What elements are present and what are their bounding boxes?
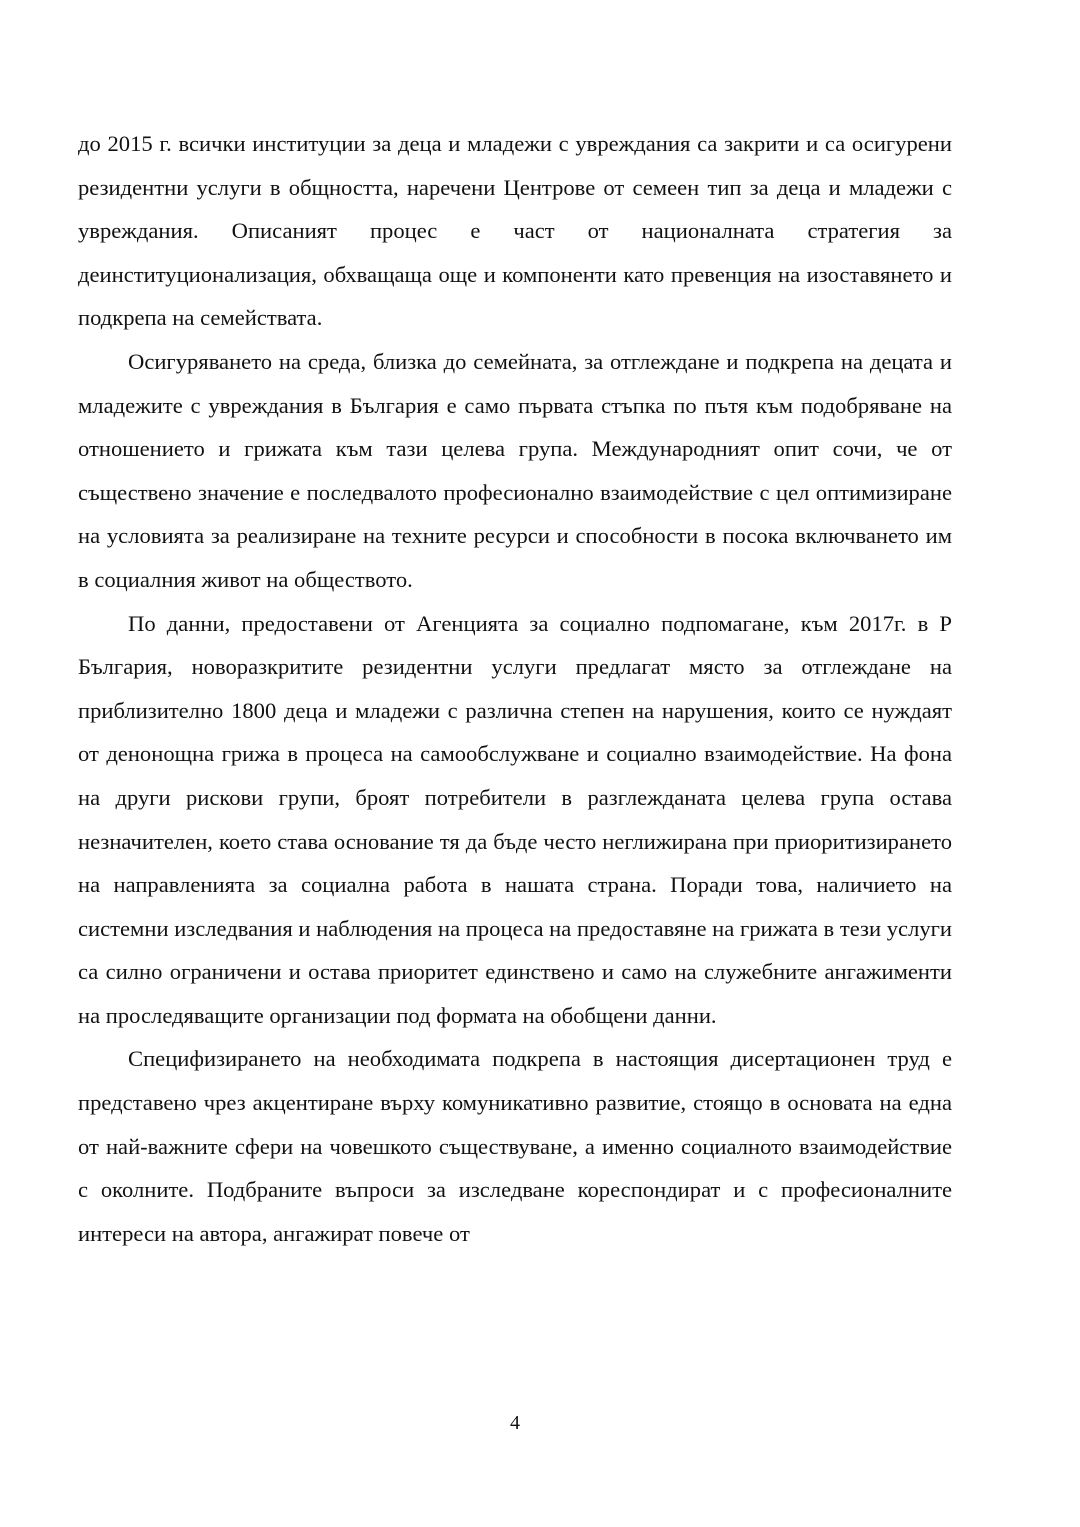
body-text xyxy=(78,122,952,1255)
page-number: 4 xyxy=(510,1412,520,1434)
paragraph-continuation: до 2015 г. всички институции за деца и младежи с увреждания са закрити и са осигурени резидентни услуги в общността, наречени Центрове от семеен тип за деца и младежи с увреждания. Описаният процес е част от националната стратегия за деинституционализация, обхващаща още и компоненти като превенция на изоставянето и подкрепа на семействата. xyxy=(78,131,952,331)
paragraph-dissertation-focus: Специфизирането на необходимата подкрепа в настоящия дисертационен труд е представено чрез акцентиране върху комуникативно развитие, стоящо в основата на една от най-важните сфери на човешкото съществуване, а именно социалното взаимодействие с околните. Подбраните въпроси за изследване кореспондират и с професионалните интереси на автора, ангажират повече от xyxy=(78,1046,952,1246)
paragraph-agency-data: По данни, предоставени от Агенцията за социално подпомагане, към 2017г. в Р България, новоразкритите резидентни услуги предлагат място за отглеждане на приблизително 1800 деца и младежи с различна степен на нарушения, които се нуждаят от денонощна грижа в процеса на самообслужване и социално взаимодействие. На фона на други рискови групи, броят потребители в разглежданата целева група остава незначителен, което става основание тя да бъде често неглижирана при приоритизирането на направленията за социална работа в нашата страна. Поради това, наличието на системни изследвания и наблюдения на процеса на предоставяне на грижата в тези услуги са силно ограничени и остава приоритет единствено и само на служебните ангажименти на проследяващите организации под формата на обобщени данни. xyxy=(78,610,952,1028)
paragraph-family-environment: Осигуряването на среда, близка до семейната, за отглеждане и подкрепа на децата и младежите с увреждания в България е само първата стъпка по пътя към подобряване на отношението и грижата към тази целева група. Международният опит сочи, че от съществено значение е последвалото професионално взаимодействие с цел оптимизиране на условията за реализиране на техните ресурси и способности в посока включването им в социалния живот на обществото. xyxy=(78,348,952,592)
